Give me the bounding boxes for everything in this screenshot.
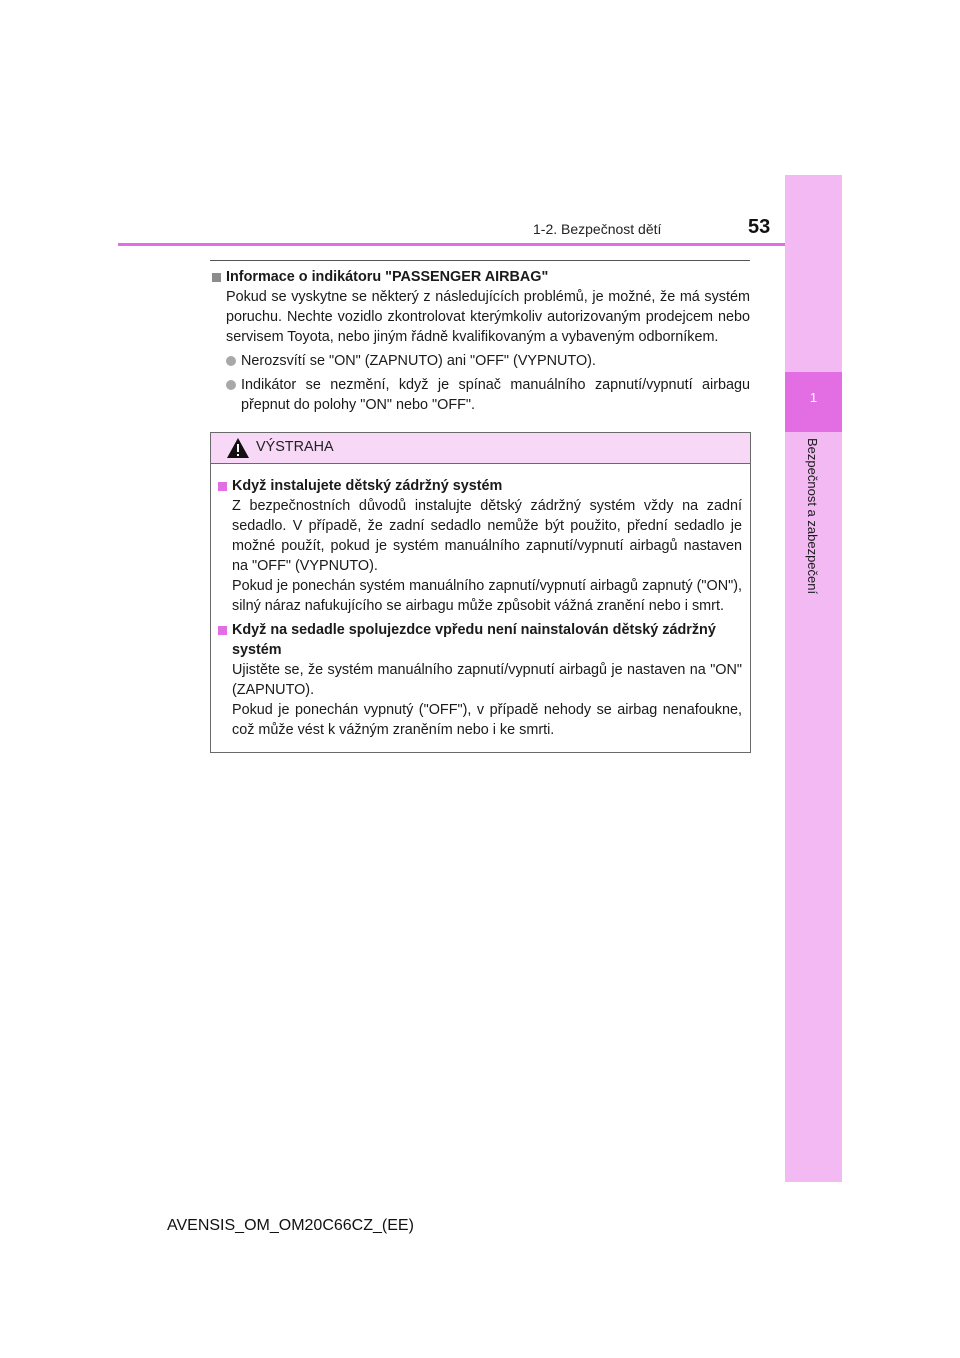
chapter-number: 1	[809, 390, 818, 405]
section-heading	[210, 267, 750, 287]
warning-box	[210, 432, 751, 753]
warning-paragraph: Pokud je ponechán systém manuálního zapnutí/vypnutí airbagů zapnutý ("ON"), silný náraz nafukujícího se airbagu může způsobit vážná zranění nebo i smrt.	[232, 578, 742, 614]
warning-paragraph: Z bezpečnostních důvodů instalujte dětský zádržný systém vždy na zadní sedadlo. V případě, že zadní sedadlo nemůže být použito, přední sedadlo je možné použít, pokud je systém manuálního zapnutí/vypnutí airbagů nastaven na "OFF" (VYPNUTO).	[232, 498, 742, 574]
circle-bullet-icon	[226, 356, 236, 366]
list-item	[226, 351, 750, 371]
section-paragraph: Pokud se vyskytne se některý z následujících problémů, je možné, že má systém poruchu. Nechte vozidlo zkontrolovat kterýmkoliv autorizovaným prodejcem nebo servisem Toyota, nebo jiným řádně kvalifikovaným a vybaveným odborníkem.	[226, 289, 750, 345]
square-bullet-icon	[212, 273, 221, 282]
section-indicator-info	[210, 267, 750, 415]
list-item-text: Indikátor se nezmění, když je spínač manuálního zapnutí/vypnutí airbagu přepnut do polohy "ON" nebo "OFF".	[241, 377, 750, 413]
list-item-text: Nerozsvítí se "ON" (ZAPNUTO) ani "OFF" (VYPNUTO).	[241, 353, 596, 369]
warning-body	[216, 476, 742, 740]
section-title: 1-2. Bezpečnost dětí	[533, 221, 662, 237]
warning-triangle-icon	[226, 437, 250, 459]
warning-item-heading	[216, 476, 742, 496]
warning-paragraph: Ujistěte se, že systém manuálního zapnutí/vypnutí airbagů je nastaven na "ON" (ZAPNUTO).	[232, 662, 742, 698]
section-heading-text: Informace o indikátoru "PASSENGER AIRBAG"	[226, 269, 549, 285]
content-top-rule	[210, 260, 750, 261]
chapter-title: Bezpečnost a zabezpečení	[805, 438, 820, 595]
warning-item-heading	[216, 620, 742, 660]
list-item	[226, 375, 750, 415]
header-rule	[118, 243, 785, 246]
square-bullet-icon	[218, 626, 227, 635]
warning-header	[211, 433, 750, 464]
chapter-side-tab	[785, 175, 842, 1182]
warning-paragraph: Pokud je ponechán vypnutý ("OFF"), v případě nehody se airbag nenafoukne, což může vést k vážným zraněním nebo i ke smrti.	[232, 702, 742, 738]
warning-title: VÝSTRAHA	[256, 439, 334, 455]
square-bullet-icon	[218, 482, 227, 491]
circle-bullet-icon	[226, 380, 236, 390]
warning-item-heading-text: Když instalujete dětský zádržný systém	[232, 478, 503, 494]
page-number: 53	[748, 216, 771, 238]
document-footer: AVENSIS_OM_OM20C66CZ_(EE)	[167, 1217, 414, 1234]
warning-item-heading-text: Když na sedadle spolujezdce vpředu není nainstalován dětský zádržný systém	[232, 622, 716, 658]
